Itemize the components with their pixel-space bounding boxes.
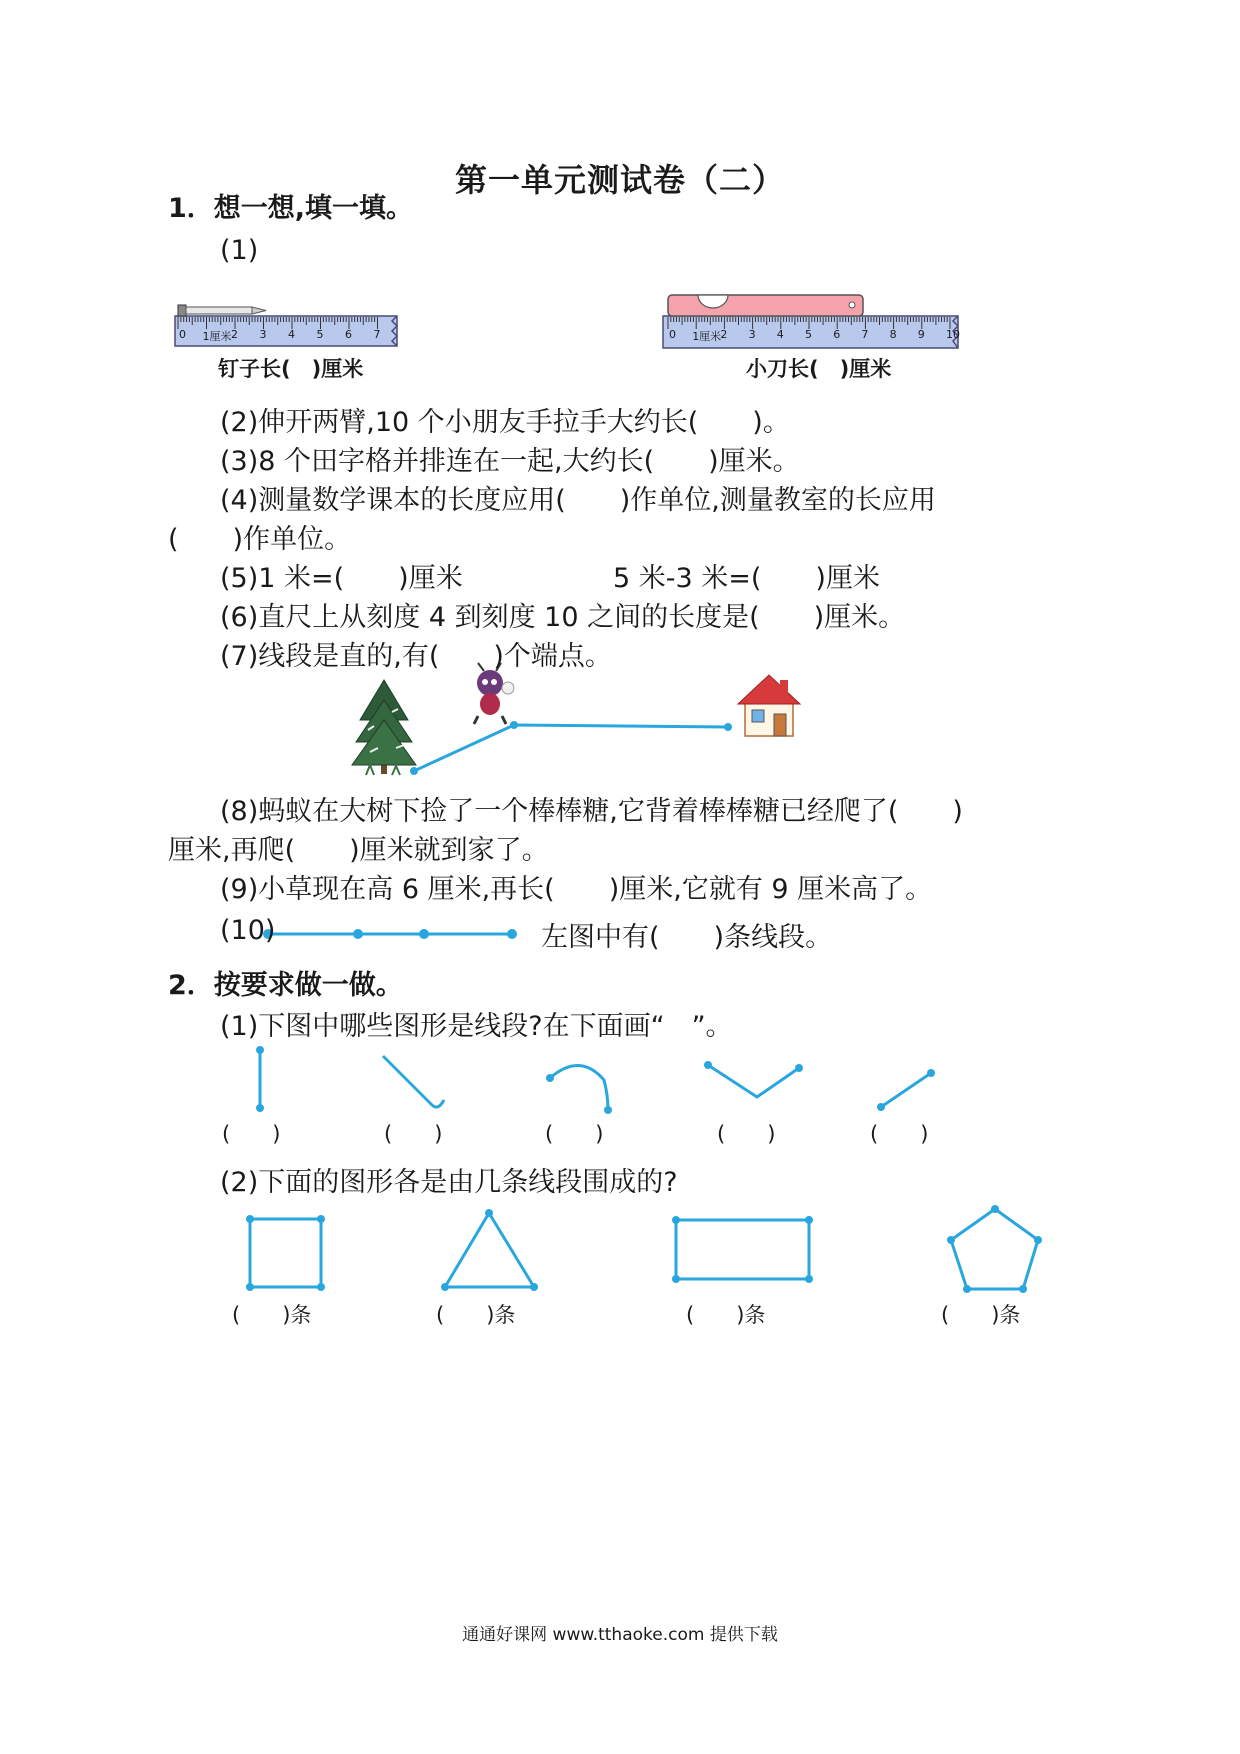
s2-q2-blank[interactable]: ( )条 (232, 1303, 312, 1327)
q5-text-left: (5)1 米=( )厘米 (220, 563, 463, 594)
s2-q1-blank[interactable]: ( ) (384, 1122, 443, 1146)
ruler-label: 9 (917, 328, 925, 341)
ruler-label: 8 (889, 328, 897, 341)
section-1-heading: 1．想一想,填一填。 (168, 193, 414, 224)
ruler-label: 0 (179, 328, 186, 341)
q10-label: (10) (220, 915, 276, 946)
figure-arc (546, 1065, 612, 1114)
ruler-label: 1厘米 (692, 330, 722, 343)
s2-q1-blank[interactable]: ( ) (870, 1122, 929, 1146)
page-title: 第一单元测试卷（二） (454, 161, 785, 199)
q8-text-line2: 厘米,再爬( )厘米就到家了。 (168, 835, 549, 866)
ruler-label: 2 (231, 328, 238, 341)
ruler-label: 6 (833, 328, 841, 341)
ruler-label: 5 (805, 328, 812, 341)
figure-hook-line (383, 1056, 444, 1107)
ruler-label: 5 (316, 328, 324, 341)
ruler-label: 2 (720, 328, 728, 341)
knife-icon (668, 295, 863, 316)
q10-text: 左图中有( )条线段。 (541, 922, 833, 953)
q8-text-line1: (8)蚂蚁在大树下捡了一个棒棒糖,它背着棒棒糖已经爬了( ) (220, 796, 963, 827)
q6-text: (6)直尺上从刻度 4 到刻度 10 之间的长度是( )厘米。 (220, 602, 906, 633)
ruler-label: 4 (776, 328, 784, 341)
tree-icon (352, 680, 416, 775)
ruler-label: 7 (861, 328, 869, 341)
figure-vertical-segment (256, 1046, 264, 1112)
q5-text-right: 5 米-3 米=( )厘米 (613, 563, 880, 594)
ruler-label: 1厘米 (202, 330, 232, 343)
s2-q1-text: (1)下图中哪些图形是线段?在下面画“ ”。 (220, 1011, 733, 1042)
s2-q2-blank[interactable]: ( )条 (686, 1303, 766, 1327)
s2-q2-blank[interactable]: ( )条 (941, 1303, 1021, 1327)
ruler-label: 6 (345, 328, 352, 341)
nail-caption: 钉子长( )厘米 (218, 357, 364, 381)
footer: 通通好课网 www.tthaoke.com 提供下载 (462, 1625, 778, 1645)
section-2-heading: 2．按要求做一做。 (168, 970, 403, 1001)
q2-text: (2)伸开两臂,10 个小朋友手拉手大约长( )。 (220, 407, 790, 438)
figure-v-line (704, 1061, 803, 1097)
ant-path-figure (352, 663, 800, 775)
ruler-label: 4 (288, 328, 295, 341)
s2-q2-blank[interactable]: ( )条 (436, 1303, 516, 1327)
q4-text-line1: (4)测量数学课本的长度应用( )作单位,测量教室的长应用 (220, 485, 936, 516)
ruler-label: 10 (946, 328, 960, 341)
house-icon (738, 675, 800, 736)
s2-q2-text: (2)下面的图形各是由几条线段围成的? (220, 1167, 678, 1198)
s2-q1-blank[interactable]: ( ) (222, 1122, 281, 1146)
ruler-label: 7 (373, 328, 381, 341)
ruler-label: 3 (259, 328, 267, 341)
q1-label: (1) (220, 235, 259, 266)
figure-square (246, 1215, 325, 1291)
figure-rectangle (672, 1216, 813, 1283)
figure-pentagon (947, 1205, 1042, 1293)
nail-icon (178, 305, 266, 316)
figure-slant-segment (877, 1069, 935, 1111)
s2-q1-blank[interactable]: ( ) (545, 1122, 604, 1146)
q3-text: (3)8 个田字格并排连在一起,大约长( )厘米。 (220, 446, 800, 477)
q4-text-line2: ( )作单位。 (168, 524, 352, 555)
q9-text: (9)小草现在高 6 厘米,再长( )厘米,它就有 9 厘米高了。 (220, 874, 933, 905)
s2-q1-blank[interactable]: ( ) (717, 1122, 776, 1146)
ruler-label: 3 (748, 328, 756, 341)
q7-text: (7)线段是直的,有( )个端点。 (220, 641, 612, 672)
q10-segment-figure (263, 929, 517, 939)
knife-caption: 小刀长( )厘米 (746, 357, 892, 381)
ruler-label: 0 (669, 328, 676, 341)
figure-triangle (441, 1209, 538, 1291)
